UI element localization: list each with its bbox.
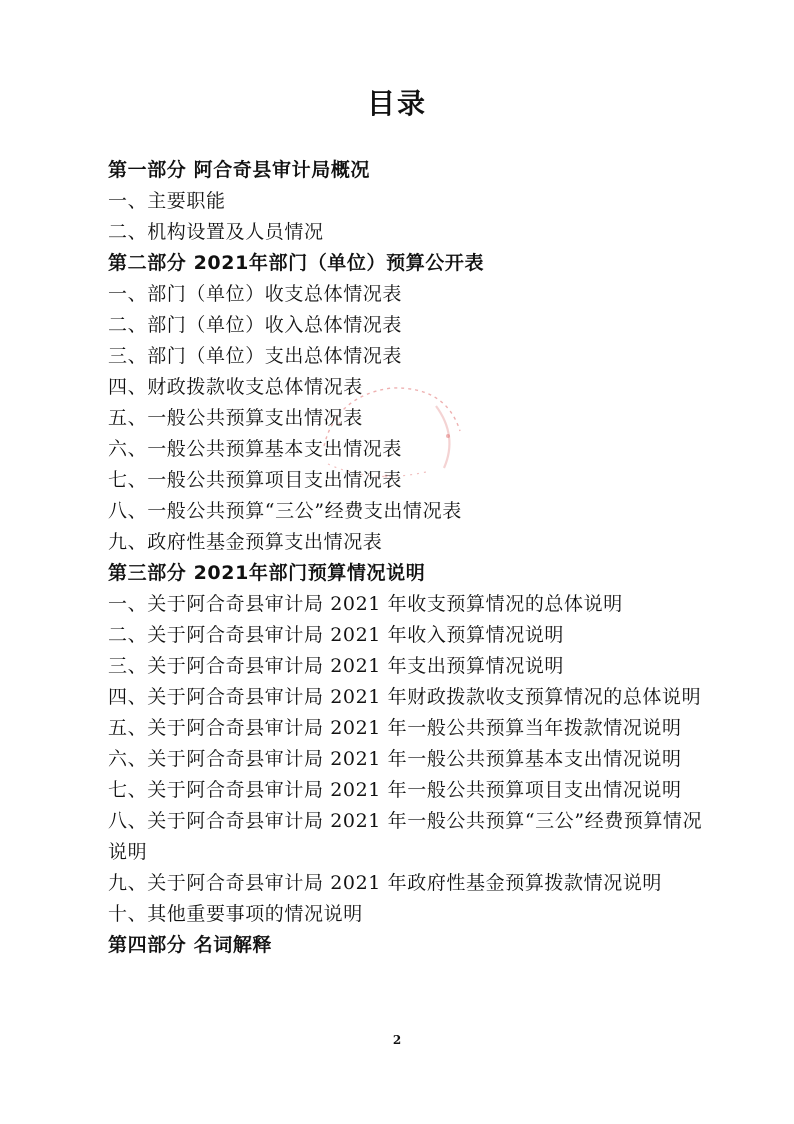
toc-entry: 六、关于阿合奇县审计局 2021 年一般公共预算基本支出情况说明 (108, 748, 682, 770)
toc-entry: 三、关于阿合奇县审计局 2021 年支出预算情况说明 (108, 655, 565, 677)
toc-entry: 七、关于阿合奇县审计局 2021 年一般公共预算项目支出情况说明 (108, 779, 682, 801)
toc-entry: 七、一般公共预算项目支出情况表 (108, 469, 403, 491)
toc-entry: 四、关于阿合奇县审计局 2021 年财政拨款收支预算情况的总体说明 (108, 686, 702, 708)
toc-entry: 一、部门（单位）收支总体情况表 (108, 283, 403, 305)
toc-part-heading: 第二部分 2021年部门（单位）预算公开表 (108, 252, 485, 274)
toc-entry: 六、一般公共预算基本支出情况表 (108, 438, 403, 460)
toc-entry: 八、一般公共预算“三公”经费支出情况表 (108, 500, 462, 522)
toc-entry: 四、财政拨款收支总体情况表 (108, 376, 363, 398)
toc-entry: 二、关于阿合奇县审计局 2021 年收入预算情况说明 (108, 624, 565, 646)
toc-entry: 十、其他重要事项的情况说明 (108, 903, 363, 925)
toc-list (108, 155, 718, 961)
toc-part-heading: 第三部分 2021年部门预算情况说明 (108, 562, 426, 584)
toc-title: 目录 (366, 87, 427, 120)
toc-entry: 一、关于阿合奇县审计局 2021 年收支预算情况的总体说明 (108, 593, 623, 615)
toc-part-heading: 第一部分 阿合奇县审计局概况 (108, 159, 371, 181)
toc-entry: 二、机构设置及人员情况 (108, 221, 324, 243)
page-number: 2 (392, 1033, 402, 1047)
toc-entry: 三、部门（单位）支出总体情况表 (108, 345, 403, 367)
toc-entry: 二、部门（单位）收入总体情况表 (108, 314, 403, 336)
toc-entry: 八、关于阿合奇县审计局 2021 年一般公共预算“三公”经费预算情况说明 (108, 810, 703, 863)
toc-entry: 一、主要职能 (108, 190, 226, 212)
toc-entry: 九、关于阿合奇县审计局 2021 年政府性基金预算拨款情况说明 (108, 872, 663, 894)
toc-part-heading: 第四部分 名词解释 (108, 934, 273, 956)
toc-entry: 五、关于阿合奇县审计局 2021 年一般公共预算当年拨款情况说明 (108, 717, 682, 739)
toc-entry: 九、政府性基金预算支出情况表 (108, 531, 383, 553)
toc-entry: 五、一般公共预算支出情况表 (108, 407, 363, 429)
